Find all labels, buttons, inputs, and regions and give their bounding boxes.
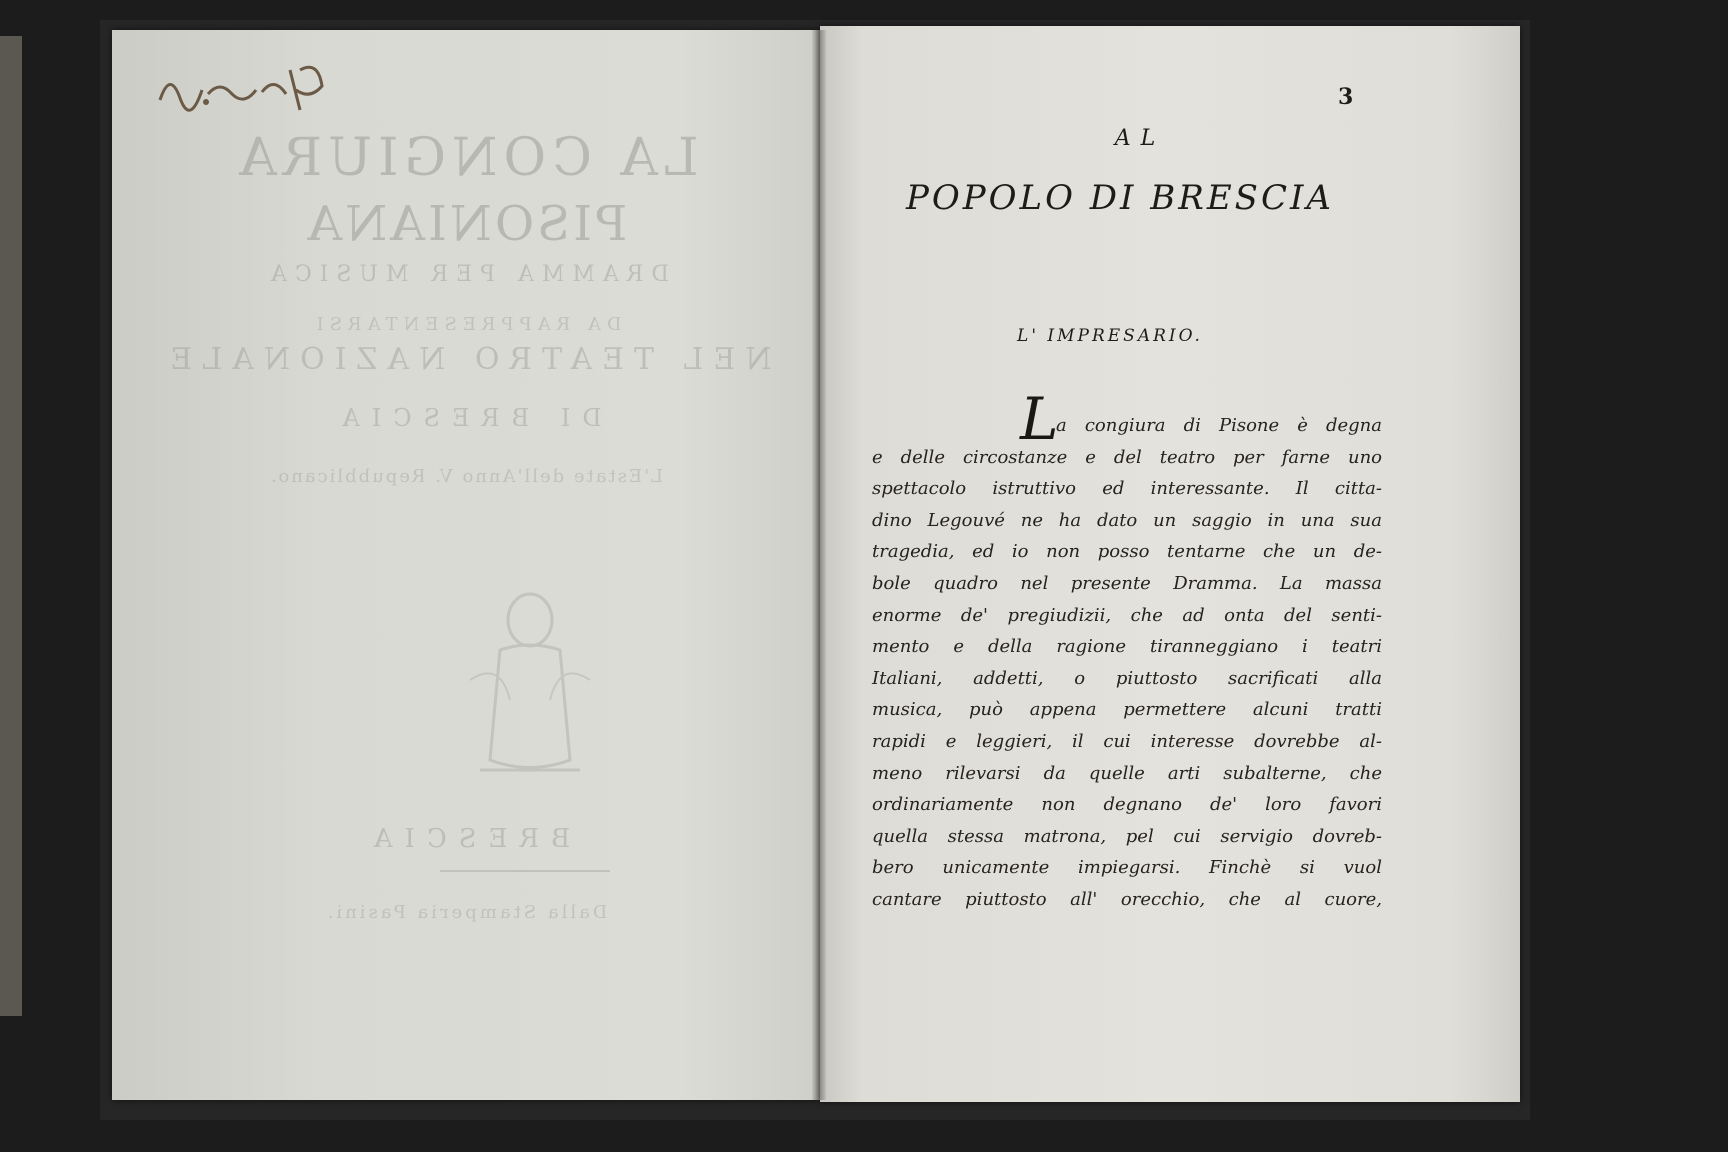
bleed-city: BRESCIA bbox=[361, 824, 571, 854]
bleed-line-4: L'Estate dell'Anno V. Repubblicano. bbox=[268, 466, 664, 487]
body-paragraph bbox=[872, 442, 1382, 916]
body-line: e delle circostanze e del teatro per farne uno bbox=[872, 446, 1382, 468]
body-line: quella stessa matrona, pel cui servigio dovreb- bbox=[872, 825, 1382, 847]
body-line: dino Legouvé ne ha dato un saggio in una sua bbox=[872, 509, 1382, 531]
body-line: enorme de' pregiudizii, che ad onta del senti- bbox=[872, 604, 1382, 626]
bleed-line-2: NEL TEATRO NAZIONALE bbox=[160, 342, 772, 377]
bleed-line-3: DI BRESCIA bbox=[330, 404, 602, 432]
bleed-printer: Dalla Stamperia Pasini. bbox=[324, 902, 608, 923]
body-line: spettacolo istruttivo ed interessante. Il citta- bbox=[872, 478, 1382, 500]
page-number: 3 bbox=[1338, 84, 1354, 110]
body-line: rapidi e leggieri, il cui interesse dovrebbe al- bbox=[872, 730, 1382, 752]
bleed-line-1: DA RAPPRESENTARSI bbox=[310, 314, 622, 335]
bleed-subtitle: DRAMMA PER MUSICA bbox=[263, 262, 669, 287]
body-line: cantare piuttosto all' orecchio, che al cuore, bbox=[872, 888, 1382, 910]
body-line: ordinariamente non degnano de' loro favori bbox=[872, 794, 1382, 816]
body-line: musica, può appena permettere alcuni tratti bbox=[872, 699, 1382, 721]
body-line: bero unicamente impiegarsi. Finchè si vuol bbox=[872, 857, 1382, 879]
body-line: meno rilevarsi da quelle arti subalterne, che bbox=[872, 762, 1382, 784]
bleed-rule bbox=[440, 870, 610, 872]
body-line: Italiani, addetti, o piuttosto sacrificati alla bbox=[872, 667, 1382, 689]
body-line: tragedia, ed io non posso tentarne che un de- bbox=[872, 541, 1382, 563]
bleed-title: LA CONGIURA bbox=[233, 128, 699, 188]
backdrop-edge bbox=[0, 36, 22, 1016]
body-first-line: a congiura di Pisone è degna bbox=[1056, 415, 1382, 436]
handwritten-inventory-note bbox=[150, 50, 330, 120]
bleed-vignette-figure bbox=[440, 560, 620, 800]
dedication-heading: POPOLO DI BRESCIA bbox=[906, 178, 1334, 218]
drop-cap: L bbox=[1020, 385, 1059, 453]
book-gutter bbox=[812, 30, 826, 1100]
bleed-name: PISONIANA bbox=[304, 196, 628, 252]
dedication-signature: L' IMPRESARIO. bbox=[1017, 326, 1203, 346]
body-line: bole quadro nel presente Dramma. La massa bbox=[872, 572, 1382, 594]
dedication-al: AL bbox=[1114, 126, 1166, 151]
body-line: mento e della ragione tiranneggiano i teatri bbox=[872, 636, 1382, 658]
